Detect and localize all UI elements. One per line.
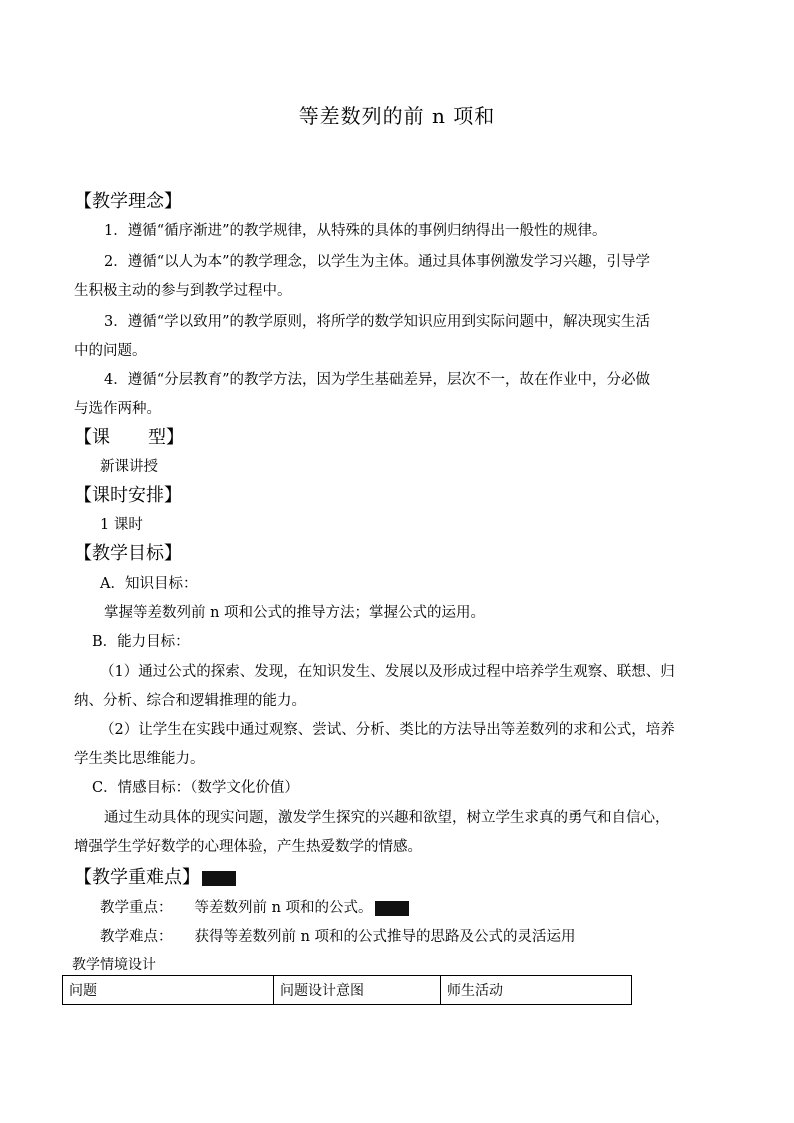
philosophy-item-3-cont: 中的问题。 bbox=[74, 343, 147, 359]
focus-label: 教学重点： bbox=[100, 900, 173, 916]
section-heading-schedule: 【课时安排】 bbox=[74, 485, 182, 506]
objective-b1: （1）通过公式的探索、发现，在知识发生、发展以及形成过程中培养学生观察、联想、归 bbox=[100, 664, 675, 680]
objective-b1-cont: 纳、分析、综合和逻辑推理的能力。 bbox=[74, 693, 306, 709]
objective-b2-cont: 学生类比思维能力。 bbox=[74, 751, 205, 767]
difficulty-label: 教学难点： bbox=[100, 929, 173, 945]
philosophy-item-3: 3．遵循“学以致用”的教学原则，将所学的数学知识应用到实际问题中，解决现实生活 bbox=[104, 314, 651, 330]
philosophy-item-2-cont: 生积极主动的参与到教学过程中。 bbox=[74, 283, 292, 299]
schedule-value: 1 课时 bbox=[100, 517, 143, 533]
objective-a-text: 掌握等差数列前 n 项和公式的推导方法；掌握公式的运用。 bbox=[104, 605, 486, 621]
section-heading-philosophy: 【教学理念】 bbox=[74, 191, 182, 212]
section-heading-key-points bbox=[74, 866, 236, 890]
table-header-cell: 问题 bbox=[63, 976, 274, 1005]
philosophy-item-4-cont: 与选作两种。 bbox=[74, 401, 161, 417]
objective-c-label: C．情感目标：（数学文化价值） bbox=[92, 780, 299, 796]
section-heading-objectives: 【教学目标】 bbox=[74, 543, 182, 564]
philosophy-item-2: 2．遵循“以人为本”的教学理念，以学生为主体。通过具体事例激发学习兴趣，引导学 bbox=[104, 254, 651, 270]
redaction-block bbox=[202, 871, 236, 886]
focus-text: 等差数列前 n 项和的公式。 bbox=[194, 900, 373, 916]
objective-c: 通过生动具体的现实问题，激发学生探究的兴趣和欲望，树立学生求真的勇气和自信心， bbox=[104, 810, 670, 826]
objective-b2: （2）让学生在实践中通过观察、尝试、分析、类比的方法导出等差数列的求和公式，培养 bbox=[100, 722, 675, 738]
table-header-row bbox=[63, 976, 632, 1005]
table-header-cell: 问题设计意图 bbox=[274, 976, 441, 1005]
redaction-block bbox=[375, 901, 409, 916]
key-point-difficulty bbox=[100, 927, 750, 947]
page-title: 等差数列的前 n 项和 bbox=[298, 104, 496, 128]
table-header-cell: 师生活动 bbox=[441, 976, 632, 1005]
philosophy-item-4: 4．遵循“分层教育”的教学方法，因为学生基础差异，层次不一，故在作业中，分必做 bbox=[104, 372, 651, 388]
objective-a-label: A．知识目标： bbox=[100, 576, 198, 592]
scenario-caption: 教学情境设计 bbox=[72, 957, 156, 973]
section-heading-lesson-type bbox=[74, 426, 184, 450]
objective-b-label: B．能力目标： bbox=[92, 634, 190, 650]
scenario-table bbox=[62, 975, 632, 1005]
objective-c-cont: 增强学生学好数学的心理体验，产生热爱数学的情感。 bbox=[74, 839, 422, 855]
difficulty-text: 获得等差数列前 n 项和的公式推导的思路及公式的灵活运用 bbox=[194, 929, 576, 945]
lesson-type-heading-left: 【课 bbox=[74, 427, 110, 448]
philosophy-item-1: 1．遵循“循序渐进”的教学规律，从特殊的具体的事例归纳得出一般性的规律。 bbox=[104, 223, 607, 239]
key-point-focus bbox=[100, 898, 750, 918]
key-points-heading-text: 【教学重难点】 bbox=[74, 867, 200, 888]
lesson-type-heading-right: 型】 bbox=[148, 427, 184, 448]
lesson-type-value: 新课讲授 bbox=[100, 459, 158, 475]
